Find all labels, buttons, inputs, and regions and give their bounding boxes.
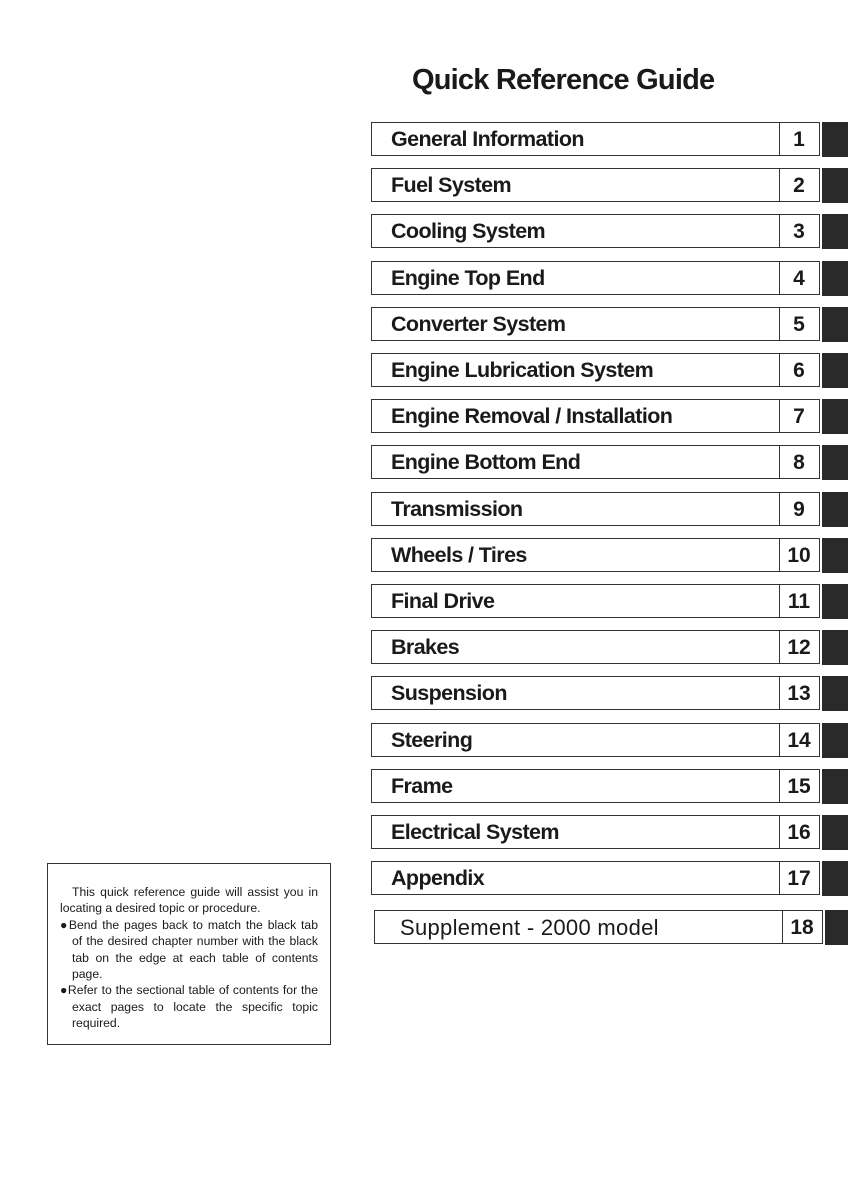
chapter-black-tab <box>822 353 848 388</box>
chapter-title-cell <box>374 910 783 944</box>
chapter-row[interactable] <box>371 122 848 156</box>
chapter-title: Electrical System <box>391 820 559 844</box>
bullet-icon: ● <box>60 917 69 932</box>
chapter-black-tab <box>822 492 848 527</box>
chapter-title-cell <box>371 353 780 387</box>
chapter-row[interactable] <box>371 214 848 248</box>
chapter-number: 3 <box>779 214 820 248</box>
chapter-title-cell <box>371 538 780 572</box>
chapter-title: Steering <box>391 727 473 752</box>
chapter-title-cell <box>371 261 780 295</box>
instructions-bullet: ●Bend the pages back to match the black tab of the desired chapter number with the black tab on the edge at each table of contents page. <box>60 917 318 982</box>
chapter-black-tab <box>822 214 848 249</box>
chapter-title-cell <box>371 307 780 341</box>
chapter-row[interactable] <box>371 399 848 433</box>
chapter-title-cell <box>371 676 780 710</box>
chapter-row[interactable] <box>371 584 848 618</box>
chapter-number: 11 <box>779 584 820 618</box>
chapter-row[interactable] <box>371 445 848 479</box>
chapter-title: Fuel System <box>391 173 512 198</box>
chapter-title: General Information <box>391 127 584 151</box>
chapter-number: 10 <box>779 538 820 572</box>
chapter-title: Cooling System <box>391 219 546 244</box>
chapter-number: 1 <box>779 122 820 156</box>
chapter-black-tab <box>822 261 848 296</box>
chapter-number: 15 <box>779 769 820 803</box>
chapter-black-tab <box>822 815 848 850</box>
chapter-title-cell <box>371 769 780 803</box>
chapter-title-cell <box>371 815 780 849</box>
chapter-black-tab <box>822 168 848 203</box>
chapter-title: Frame <box>391 773 453 798</box>
chapter-title-cell <box>371 723 780 757</box>
chapter-title: Engine Removal / Installation <box>391 404 673 429</box>
chapter-title: Appendix <box>391 866 485 891</box>
chapter-title-cell <box>371 214 780 248</box>
chapter-title-cell <box>371 445 780 479</box>
chapter-number: 5 <box>779 307 820 341</box>
chapter-title-cell <box>371 492 780 526</box>
page-title: Quick Reference Guide <box>412 64 715 96</box>
chapter-title-cell <box>371 630 780 664</box>
chapter-row[interactable] <box>371 261 848 295</box>
chapter-black-tab <box>822 676 848 711</box>
chapter-row[interactable] <box>371 168 848 202</box>
chapter-number: 6 <box>779 353 820 387</box>
chapter-row[interactable] <box>371 630 848 664</box>
chapter-number: 17 <box>779 861 820 895</box>
chapter-number: 18 <box>782 910 823 944</box>
chapter-black-tab <box>822 122 848 157</box>
chapter-title: Brakes <box>391 635 460 660</box>
chapter-black-tab <box>822 399 848 434</box>
chapter-number: 8 <box>779 445 820 479</box>
chapter-title: Wheels / Tires <box>391 542 527 567</box>
chapter-black-tab <box>825 910 848 945</box>
chapter-black-tab <box>822 445 848 480</box>
chapter-number: 12 <box>779 630 820 664</box>
chapter-black-tab <box>822 861 848 896</box>
chapter-title: Engine Bottom End <box>391 450 581 475</box>
chapter-title-cell <box>371 861 780 895</box>
chapter-black-tab <box>822 769 848 804</box>
chapter-title-cell <box>371 168 780 202</box>
chapter-title-cell <box>371 584 780 618</box>
chapter-black-tab <box>822 307 848 342</box>
chapter-title: Converter System <box>391 311 566 336</box>
chapter-title: Engine Lubrication System <box>391 358 654 382</box>
chapter-black-tab <box>822 538 848 573</box>
chapter-row[interactable] <box>371 723 848 757</box>
chapter-black-tab <box>822 630 848 665</box>
chapter-title-cell <box>371 399 780 433</box>
chapter-row[interactable] <box>371 353 848 387</box>
chapter-row[interactable] <box>371 492 848 526</box>
chapter-row[interactable] <box>374 910 848 944</box>
bullet-icon: ● <box>60 983 68 998</box>
chapter-title: Transmission <box>391 496 523 521</box>
chapter-number: 13 <box>779 676 820 710</box>
chapter-number: 2 <box>779 168 820 202</box>
chapter-black-tab <box>822 584 848 619</box>
instructions-box <box>47 863 331 1045</box>
chapter-title: Engine Top End <box>391 265 545 290</box>
chapter-number: 16 <box>779 815 820 849</box>
chapter-title: Supplement - 2000 model <box>400 915 659 940</box>
chapter-number: 4 <box>779 261 820 295</box>
chapter-black-tab <box>822 723 848 758</box>
chapter-row[interactable] <box>371 861 848 895</box>
chapter-row[interactable] <box>371 538 848 572</box>
instructions-intro: This quick reference guide will assist you in locating a desired topic or procedure. <box>60 885 318 916</box>
chapter-row[interactable] <box>371 815 848 849</box>
chapter-title-cell <box>371 122 780 156</box>
chapter-title: Suspension <box>391 681 507 706</box>
chapter-number: 9 <box>779 492 820 526</box>
chapter-number: 7 <box>779 399 820 433</box>
chapter-title: Final Drive <box>391 589 495 613</box>
chapter-number: 14 <box>779 723 820 757</box>
chapter-row[interactable] <box>371 676 848 710</box>
chapter-row[interactable] <box>371 769 848 803</box>
instructions-bullet: ●Refer to the sectional table of contents for the exact pages to locate the specific topic required. <box>60 983 318 1031</box>
chapter-row[interactable] <box>371 307 848 341</box>
